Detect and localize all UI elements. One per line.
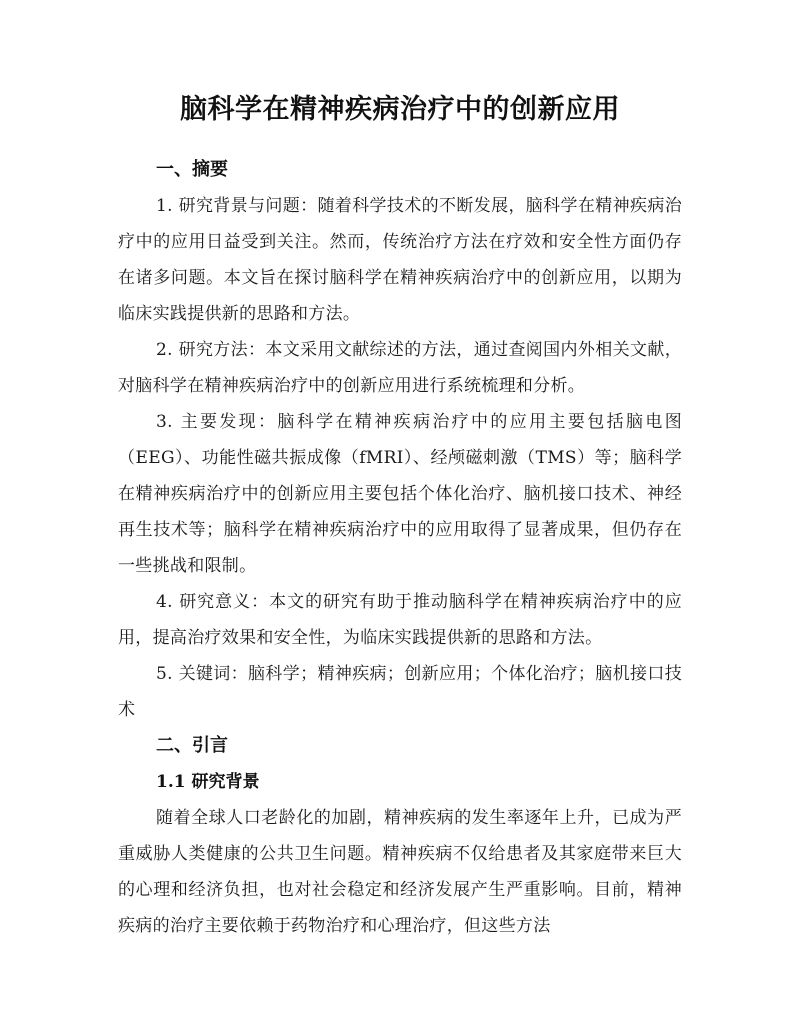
abstract-paragraph-findings: 3. 主要发现：脑科学在精神疾病治疗中的应用主要包括脑电图（EEG）、功能性磁共振成像（fMRI）、经颅磁刺激（TMS）等；脑科学在精神疾病治疗中的创新应用主要包括个体化治疗、脑机接口技术、神经再生技术等；脑科学在精神疾病治疗中的应用取得了显著成果，但仍存在一些挑战和限制。	[118, 412, 682, 576]
section-abstract	[118, 152, 682, 728]
subsection-heading-background: 1.1 研究背景	[156, 772, 260, 792]
abstract-paragraph-background: 1. 研究背景与问题：随着科学技术的不断发展，脑科学在精神疾病治疗中的应用日益受到关注。然而，传统治疗方法在疗效和安全性方面仍存在诸多问题。本文旨在探讨脑科学在精神疾病治疗中的创新应用，以期为临床实践提供新的思路和方法。	[118, 196, 682, 324]
section-heading-abstract: 一、摘要	[156, 159, 228, 180]
section-introduction	[118, 728, 682, 944]
document-title: 脑科学在精神疾病治疗中的创新应用	[180, 94, 620, 125]
abstract-paragraph-significance: 4. 研究意义：本文的研究有助于推动脑科学在精神疾病治疗中的应用，提高治疗效果和安全性，为临床实践提供新的思路和方法。	[118, 592, 682, 648]
abstract-paragraph-method: 2. 研究方法：本文采用文献综述的方法，通过查阅国内外相关文献，对脑科学在精神疾病治疗中的创新应用进行系统梳理和分析。	[118, 340, 682, 396]
section-heading-introduction: 二、引言	[156, 735, 228, 756]
introduction-paragraph: 随着全球人口老龄化的加剧，精神疾病的发生率逐年上升，已成为严重威胁人类健康的公共卫生问题。精神疾病不仅给患者及其家庭带来巨大的心理和经济负担，也对社会稳定和经济发展产生严重影响。目前，精神疾病的治疗主要依赖于药物治疗和心理治疗，但这些方法	[118, 808, 682, 936]
abstract-paragraph-keywords: 5. 关键词：脑科学；精神疾病；创新应用；个体化治疗；脑机接口技术	[118, 664, 682, 720]
